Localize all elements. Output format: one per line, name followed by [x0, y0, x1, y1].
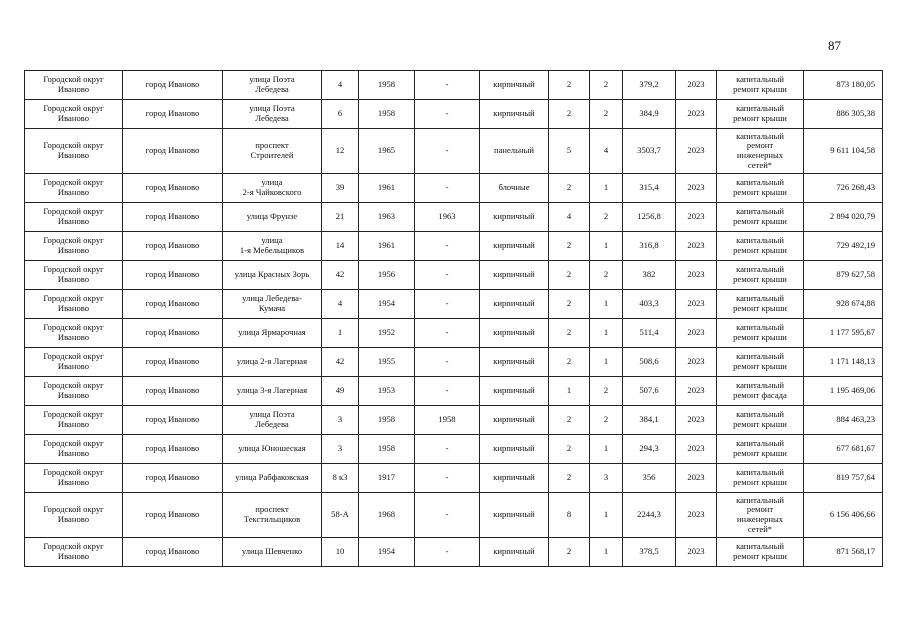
cell-year-built: 1917: [359, 464, 415, 493]
cell-year-built: 1955: [359, 348, 415, 377]
cell-entrances: 2: [590, 203, 623, 232]
table-row: [25, 174, 883, 203]
cell-planned-year: 2023: [676, 348, 717, 377]
cell-street: улица Шевченко: [223, 538, 322, 567]
cell-area: 382: [623, 261, 676, 290]
cell-reconstruction-year: -: [415, 377, 480, 406]
cell-amount: 729 492,19: [804, 232, 883, 261]
cell-floors: 8: [549, 493, 590, 538]
cell-area: 403,3: [623, 290, 676, 319]
cell-city: город Иваново: [123, 261, 223, 290]
cell-amount: 873 180,05: [804, 71, 883, 100]
housing-repair-table: [24, 70, 883, 567]
cell-city: город Иваново: [123, 174, 223, 203]
cell-work-type: капитальный ремонт крыши: [717, 290, 804, 319]
cell-work-type: капитальный ремонт крыши: [717, 203, 804, 232]
cell-year-built: 1954: [359, 290, 415, 319]
cell-planned-year: 2023: [676, 493, 717, 538]
cell-area: 316,8: [623, 232, 676, 261]
cell-reconstruction-year: -: [415, 174, 480, 203]
cell-municipality: Городской округ Иваново: [25, 348, 123, 377]
cell-street: улица Красных Зорь: [223, 261, 322, 290]
cell-entrances: 2: [590, 71, 623, 100]
cell-street: улица 1-я Мебельщиков: [223, 232, 322, 261]
cell-entrances: 1: [590, 319, 623, 348]
cell-planned-year: 2023: [676, 174, 717, 203]
cell-year-built: 1968: [359, 493, 415, 538]
cell-planned-year: 2023: [676, 377, 717, 406]
table-row: [25, 261, 883, 290]
cell-amount: 819 757,64: [804, 464, 883, 493]
cell-reconstruction-year: -: [415, 493, 480, 538]
cell-amount: 726 268,43: [804, 174, 883, 203]
cell-entrances: 2: [590, 100, 623, 129]
cell-amount: 879 627,58: [804, 261, 883, 290]
cell-house-number: 58-А: [322, 493, 359, 538]
cell-entrances: 2: [590, 406, 623, 435]
cell-city: город Иваново: [123, 100, 223, 129]
cell-street: улица 2-я Чайковского: [223, 174, 322, 203]
cell-entrances: 1: [590, 493, 623, 538]
cell-reconstruction-year: -: [415, 538, 480, 567]
cell-wall-material: кирпичный: [480, 538, 549, 567]
table-row: [25, 129, 883, 174]
cell-year-built: 1958: [359, 406, 415, 435]
cell-floors: 2: [549, 261, 590, 290]
cell-house-number: 4: [322, 290, 359, 319]
cell-entrances: 1: [590, 290, 623, 319]
cell-house-number: 21: [322, 203, 359, 232]
cell-city: город Иваново: [123, 406, 223, 435]
cell-floors: 2: [549, 538, 590, 567]
cell-year-built: 1952: [359, 319, 415, 348]
cell-municipality: Городской округ Иваново: [25, 174, 123, 203]
cell-street: улица Ярмарочная: [223, 319, 322, 348]
cell-work-type: капитальный ремонт крыши: [717, 319, 804, 348]
cell-amount: 2 894 020,79: [804, 203, 883, 232]
cell-work-type: капитальный ремонт крыши: [717, 261, 804, 290]
cell-street: улица Лебедева- Кумача: [223, 290, 322, 319]
cell-planned-year: 2023: [676, 261, 717, 290]
cell-floors: 2: [549, 319, 590, 348]
cell-wall-material: блочные: [480, 174, 549, 203]
cell-floors: 5: [549, 129, 590, 174]
cell-area: 507,6: [623, 377, 676, 406]
cell-city: город Иваново: [123, 232, 223, 261]
cell-city: город Иваново: [123, 129, 223, 174]
cell-area: 356: [623, 464, 676, 493]
cell-work-type: капитальный ремонт крыши: [717, 71, 804, 100]
cell-planned-year: 2023: [676, 464, 717, 493]
cell-floors: 2: [549, 406, 590, 435]
cell-work-type: капитальный ремонт инженерных сетей*: [717, 129, 804, 174]
cell-city: город Иваново: [123, 319, 223, 348]
cell-year-built: 1954: [359, 538, 415, 567]
table-row: [25, 71, 883, 100]
cell-work-type: капитальный ремонт крыши: [717, 435, 804, 464]
cell-amount: 1 195 469,06: [804, 377, 883, 406]
cell-city: город Иваново: [123, 493, 223, 538]
table-row: [25, 348, 883, 377]
cell-floors: 2: [549, 435, 590, 464]
cell-area: 378,5: [623, 538, 676, 567]
cell-house-number: 6: [322, 100, 359, 129]
cell-reconstruction-year: -: [415, 261, 480, 290]
cell-planned-year: 2023: [676, 203, 717, 232]
cell-house-number: 3: [322, 406, 359, 435]
table-row: [25, 464, 883, 493]
cell-wall-material: кирпичный: [480, 348, 549, 377]
table-row: [25, 538, 883, 567]
table-row: [25, 290, 883, 319]
cell-city: город Иваново: [123, 348, 223, 377]
cell-house-number: 42: [322, 261, 359, 290]
cell-city: город Иваново: [123, 464, 223, 493]
cell-street: проспект Текстильщиков: [223, 493, 322, 538]
cell-floors: 2: [549, 174, 590, 203]
page-number: 87: [828, 38, 841, 53]
cell-street: улица Поэта Лебедева: [223, 71, 322, 100]
cell-amount: 886 305,38: [804, 100, 883, 129]
cell-planned-year: 2023: [676, 406, 717, 435]
cell-amount: 1 177 595,67: [804, 319, 883, 348]
cell-municipality: Городской округ Иваново: [25, 464, 123, 493]
cell-municipality: Городской округ Иваново: [25, 377, 123, 406]
table-row: [25, 319, 883, 348]
cell-planned-year: 2023: [676, 290, 717, 319]
cell-area: 384,9: [623, 100, 676, 129]
cell-work-type: капитальный ремонт крыши: [717, 232, 804, 261]
cell-year-built: 1956: [359, 261, 415, 290]
cell-floors: 2: [549, 348, 590, 377]
cell-house-number: 3: [322, 435, 359, 464]
cell-reconstruction-year: -: [415, 319, 480, 348]
cell-municipality: Городской округ Иваново: [25, 406, 123, 435]
cell-entrances: 1: [590, 538, 623, 567]
cell-wall-material: кирпичный: [480, 290, 549, 319]
cell-year-built: 1961: [359, 232, 415, 261]
cell-area: 384,1: [623, 406, 676, 435]
cell-planned-year: 2023: [676, 71, 717, 100]
cell-city: город Иваново: [123, 203, 223, 232]
cell-entrances: 2: [590, 261, 623, 290]
cell-street: улица Поэта Лебедева: [223, 100, 322, 129]
cell-year-built: 1958: [359, 435, 415, 464]
cell-year-built: 1953: [359, 377, 415, 406]
cell-year-built: 1958: [359, 100, 415, 129]
cell-street: улица Юношеская: [223, 435, 322, 464]
cell-wall-material: кирпичный: [480, 493, 549, 538]
cell-reconstruction-year: -: [415, 464, 480, 493]
cell-municipality: Городской округ Иваново: [25, 71, 123, 100]
table-row: [25, 100, 883, 129]
cell-city: город Иваново: [123, 71, 223, 100]
cell-wall-material: кирпичный: [480, 261, 549, 290]
cell-work-type: капитальный ремонт фасада: [717, 377, 804, 406]
cell-floors: 2: [549, 100, 590, 129]
cell-work-type: капитальный ремонт крыши: [717, 406, 804, 435]
cell-work-type: капитальный ремонт крыши: [717, 100, 804, 129]
table-body: [25, 71, 883, 567]
cell-area: 2244,3: [623, 493, 676, 538]
cell-area: 1256,8: [623, 203, 676, 232]
cell-wall-material: кирпичный: [480, 406, 549, 435]
cell-municipality: Городской округ Иваново: [25, 290, 123, 319]
cell-work-type: капитальный ремонт крыши: [717, 538, 804, 567]
cell-entrances: 1: [590, 232, 623, 261]
cell-street: улица Рабфаковская: [223, 464, 322, 493]
cell-wall-material: кирпичный: [480, 100, 549, 129]
table-row: [25, 377, 883, 406]
cell-house-number: 42: [322, 348, 359, 377]
cell-house-number: 39: [322, 174, 359, 203]
table-row: [25, 435, 883, 464]
cell-floors: 2: [549, 464, 590, 493]
cell-street: улица Фрунзе: [223, 203, 322, 232]
cell-city: город Иваново: [123, 290, 223, 319]
cell-house-number: 4: [322, 71, 359, 100]
cell-area: 315,4: [623, 174, 676, 203]
cell-entrances: 3: [590, 464, 623, 493]
cell-house-number: 8 к3: [322, 464, 359, 493]
cell-reconstruction-year: -: [415, 71, 480, 100]
cell-work-type: капитальный ремонт крыши: [717, 174, 804, 203]
cell-year-built: 1958: [359, 71, 415, 100]
cell-amount: 9 611 104,58: [804, 129, 883, 174]
cell-planned-year: 2023: [676, 129, 717, 174]
cell-wall-material: кирпичный: [480, 377, 549, 406]
cell-floors: 2: [549, 232, 590, 261]
cell-street: проспект Строителей: [223, 129, 322, 174]
cell-year-built: 1961: [359, 174, 415, 203]
cell-entrances: 1: [590, 435, 623, 464]
cell-street: улица 3-я Лагерная: [223, 377, 322, 406]
cell-area: 294,3: [623, 435, 676, 464]
cell-planned-year: 2023: [676, 100, 717, 129]
cell-wall-material: кирпичный: [480, 435, 549, 464]
cell-area: 508,6: [623, 348, 676, 377]
cell-municipality: Городской округ Иваново: [25, 232, 123, 261]
cell-amount: 1 171 148,13: [804, 348, 883, 377]
cell-municipality: Городской округ Иваново: [25, 203, 123, 232]
cell-entrances: 1: [590, 348, 623, 377]
cell-amount: 871 568,17: [804, 538, 883, 567]
cell-entrances: 2: [590, 377, 623, 406]
cell-floors: 2: [549, 290, 590, 319]
cell-wall-material: кирпичный: [480, 71, 549, 100]
cell-reconstruction-year: -: [415, 232, 480, 261]
table-row: [25, 406, 883, 435]
cell-amount: 884 463,23: [804, 406, 883, 435]
cell-city: город Иваново: [123, 538, 223, 567]
cell-house-number: 12: [322, 129, 359, 174]
cell-entrances: 4: [590, 129, 623, 174]
cell-city: город Иваново: [123, 377, 223, 406]
cell-area: 511,4: [623, 319, 676, 348]
cell-year-built: 1963: [359, 203, 415, 232]
cell-municipality: Городской округ Иваново: [25, 538, 123, 567]
cell-wall-material: кирпичный: [480, 464, 549, 493]
cell-street: улица Поэта Лебедева: [223, 406, 322, 435]
cell-reconstruction-year: 1958: [415, 406, 480, 435]
cell-municipality: Городской округ Иваново: [25, 261, 123, 290]
cell-street: улица 2-я Лагерная: [223, 348, 322, 377]
cell-reconstruction-year: -: [415, 100, 480, 129]
cell-wall-material: кирпичный: [480, 319, 549, 348]
table-row: [25, 203, 883, 232]
cell-entrances: 1: [590, 174, 623, 203]
cell-house-number: 10: [322, 538, 359, 567]
cell-reconstruction-year: -: [415, 435, 480, 464]
cell-municipality: Городской округ Иваново: [25, 435, 123, 464]
cell-amount: 677 681,67: [804, 435, 883, 464]
cell-year-built: 1965: [359, 129, 415, 174]
cell-reconstruction-year: 1963: [415, 203, 480, 232]
cell-planned-year: 2023: [676, 319, 717, 348]
cell-house-number: 14: [322, 232, 359, 261]
cell-floors: 1: [549, 377, 590, 406]
table-row: [25, 232, 883, 261]
cell-amount: 928 674,88: [804, 290, 883, 319]
cell-floors: 2: [549, 71, 590, 100]
cell-amount: 6 156 406,66: [804, 493, 883, 538]
cell-city: город Иваново: [123, 435, 223, 464]
cell-wall-material: панельный: [480, 129, 549, 174]
cell-municipality: Городской округ Иваново: [25, 129, 123, 174]
cell-work-type: капитальный ремонт крыши: [717, 464, 804, 493]
cell-floors: 4: [549, 203, 590, 232]
cell-area: 3503,7: [623, 129, 676, 174]
cell-area: 379,2: [623, 71, 676, 100]
cell-work-type: капитальный ремонт инженерных сетей*: [717, 493, 804, 538]
cell-house-number: 49: [322, 377, 359, 406]
cell-municipality: Городской округ Иваново: [25, 100, 123, 129]
cell-work-type: капитальный ремонт крыши: [717, 348, 804, 377]
table-row: [25, 493, 883, 538]
cell-planned-year: 2023: [676, 435, 717, 464]
cell-reconstruction-year: -: [415, 129, 480, 174]
cell-reconstruction-year: -: [415, 348, 480, 377]
cell-municipality: Городской округ Иваново: [25, 319, 123, 348]
cell-municipality: Городской округ Иваново: [25, 493, 123, 538]
cell-wall-material: кирпичный: [480, 232, 549, 261]
cell-planned-year: 2023: [676, 232, 717, 261]
cell-house-number: 1: [322, 319, 359, 348]
cell-wall-material: кирпичный: [480, 203, 549, 232]
cell-planned-year: 2023: [676, 538, 717, 567]
cell-reconstruction-year: -: [415, 290, 480, 319]
